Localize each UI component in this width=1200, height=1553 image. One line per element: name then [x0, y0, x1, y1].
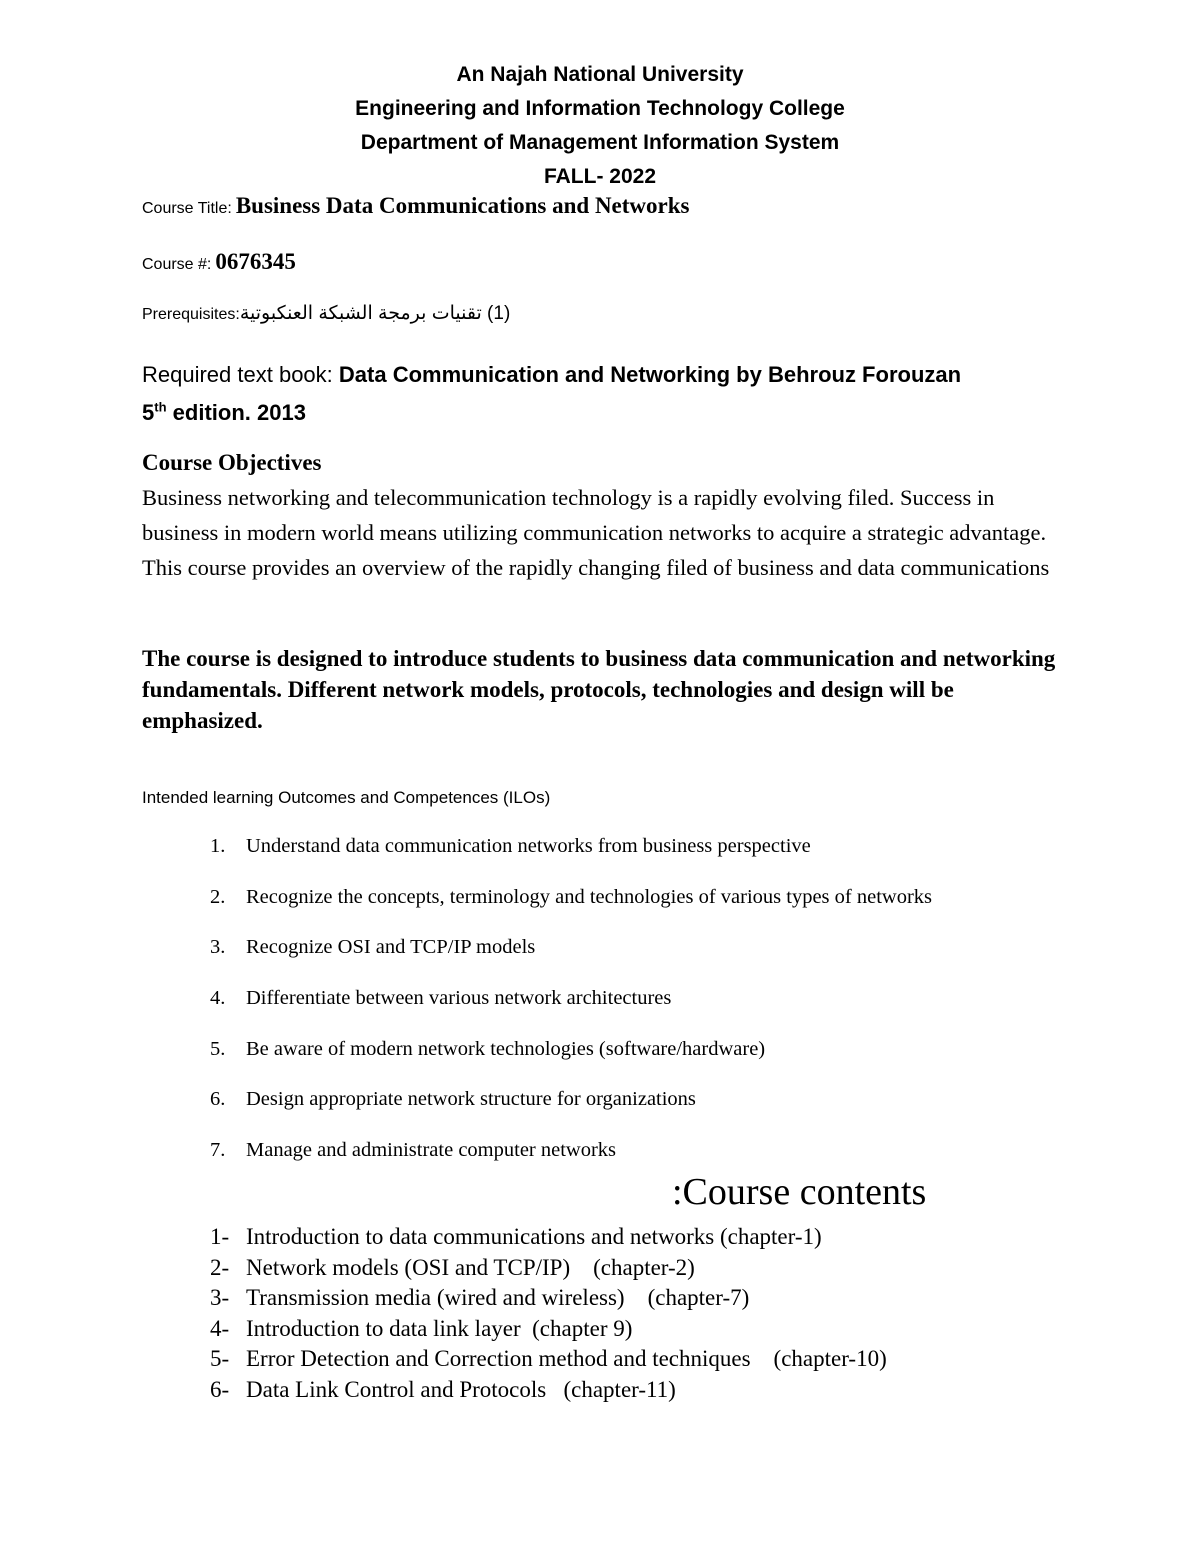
textbook-edition-rest: edition. 2013: [172, 400, 306, 425]
list-item-number: 6.: [210, 1088, 226, 1111]
list-item-text: Error Detection and Correction method and techniques (chapter-10): [246, 1346, 887, 1371]
course-number-value: 0676345: [215, 249, 296, 274]
prerequisites-value: (1) تقنيات برمجة الشبكة العنكبوتية: [239, 303, 511, 324]
textbook-value: Data Communication and Networking by Behrouz Forouzan: [338, 362, 962, 387]
list-item-number: 3-: [210, 1285, 230, 1310]
list-item: [210, 1283, 1110, 1314]
list-item: [210, 1139, 1110, 1190]
ilos-heading: Intended learning Outcomes and Competences (ILOs): [142, 788, 551, 807]
list-item-number: 6-: [210, 1376, 230, 1402]
list-item: [210, 835, 1110, 886]
list-item: [210, 1038, 1110, 1089]
textbook-label: Required text book:: [142, 362, 333, 387]
list-item-text: Recognize the concepts, terminology and technologies of various types of networks: [246, 885, 932, 908]
list-item-text: Understand data communication networks from business perspective: [246, 835, 811, 857]
list-item-number: 2-: [210, 1254, 230, 1280]
semester: FALL- 2022: [543, 165, 657, 188]
textbook-edition-sup: th: [154, 399, 167, 415]
list-item: [210, 1088, 1110, 1139]
document-header: [0, 58, 1200, 194]
textbook-block: [142, 356, 1072, 432]
course-title-label: Course Title:: [142, 200, 232, 217]
list-item: [210, 1253, 1110, 1284]
course-title-line: [142, 193, 689, 219]
list-item-text: Transmission media (wired and wireless) (chapter-7): [246, 1285, 750, 1310]
list-item-number: 1.: [210, 835, 226, 857]
list-item-number: 5.: [210, 1037, 226, 1060]
list-item-text: Design appropriate network structure for organizations: [246, 1088, 696, 1111]
list-item-text: Network models (OSI and TCP/IP) (chapter-2): [246, 1254, 695, 1280]
list-item-number: 4.: [210, 987, 226, 1010]
ilos-list: [210, 835, 1110, 1190]
list-item-text: Manage and administrate computer networks: [246, 1139, 617, 1162]
list-item-text: Be aware of modern network technologies (software/hardware): [246, 1037, 766, 1060]
objectives-heading: Course Objectives: [142, 450, 322, 475]
list-item: [210, 936, 1110, 987]
list-item-text: Introduction to data link layer (chapter 9): [246, 1315, 633, 1341]
list-item: [210, 1314, 1110, 1345]
list-item-text: Differentiate between various network architectures: [246, 987, 672, 1010]
textbook-edition-num: 5: [142, 400, 155, 425]
list-item-text: Data Link Control and Protocols (chapter-11): [246, 1376, 676, 1402]
objectives-paragraph-1: Business networking and telecommunication technology is a rapidly evolving filed. Success in business in modern world means utilizing communication networks to acquire a strategic advantage. This course provides an overview of the rapidly changing filed of business and data communications: [142, 485, 1050, 580]
list-item: [210, 1344, 1110, 1375]
list-item: [210, 1222, 1110, 1253]
course-number-line: [142, 249, 296, 275]
prerequisites-label: Prerequisites:: [142, 306, 240, 323]
university-name: An Najah National University: [456, 63, 744, 86]
list-item-number: 3.: [210, 936, 226, 959]
list-item-number: 4-: [210, 1315, 230, 1341]
list-item: [210, 987, 1110, 1038]
list-item: [210, 1375, 1110, 1406]
list-item: [210, 886, 1110, 937]
list-item-number: 7.: [210, 1139, 226, 1162]
course-title-value: Business Data Communications and Networks: [235, 193, 690, 218]
list-item-text: Recognize OSI and TCP/IP models: [246, 936, 536, 959]
list-item-number: 5-: [210, 1346, 230, 1371]
college-name: Engineering and Information Technology College: [355, 97, 845, 120]
list-item-text: Introduction to data communications and networks (chapter-1): [246, 1224, 822, 1249]
list-item-number: 2.: [210, 885, 226, 908]
list-item-number: 1-: [210, 1224, 230, 1249]
contents-heading: :Course contents: [672, 1171, 927, 1213]
prerequisites-line: [142, 302, 510, 325]
contents-list: [210, 1222, 1110, 1405]
department-name: Department of Management Information System: [360, 131, 840, 154]
objectives-paragraph-2: The course is designed to introduce students to business data communication and networking fundamentals. Different network models, protocols, technologies and design will be emphasized.: [142, 646, 1056, 733]
course-number-label: Course #:: [142, 256, 212, 273]
